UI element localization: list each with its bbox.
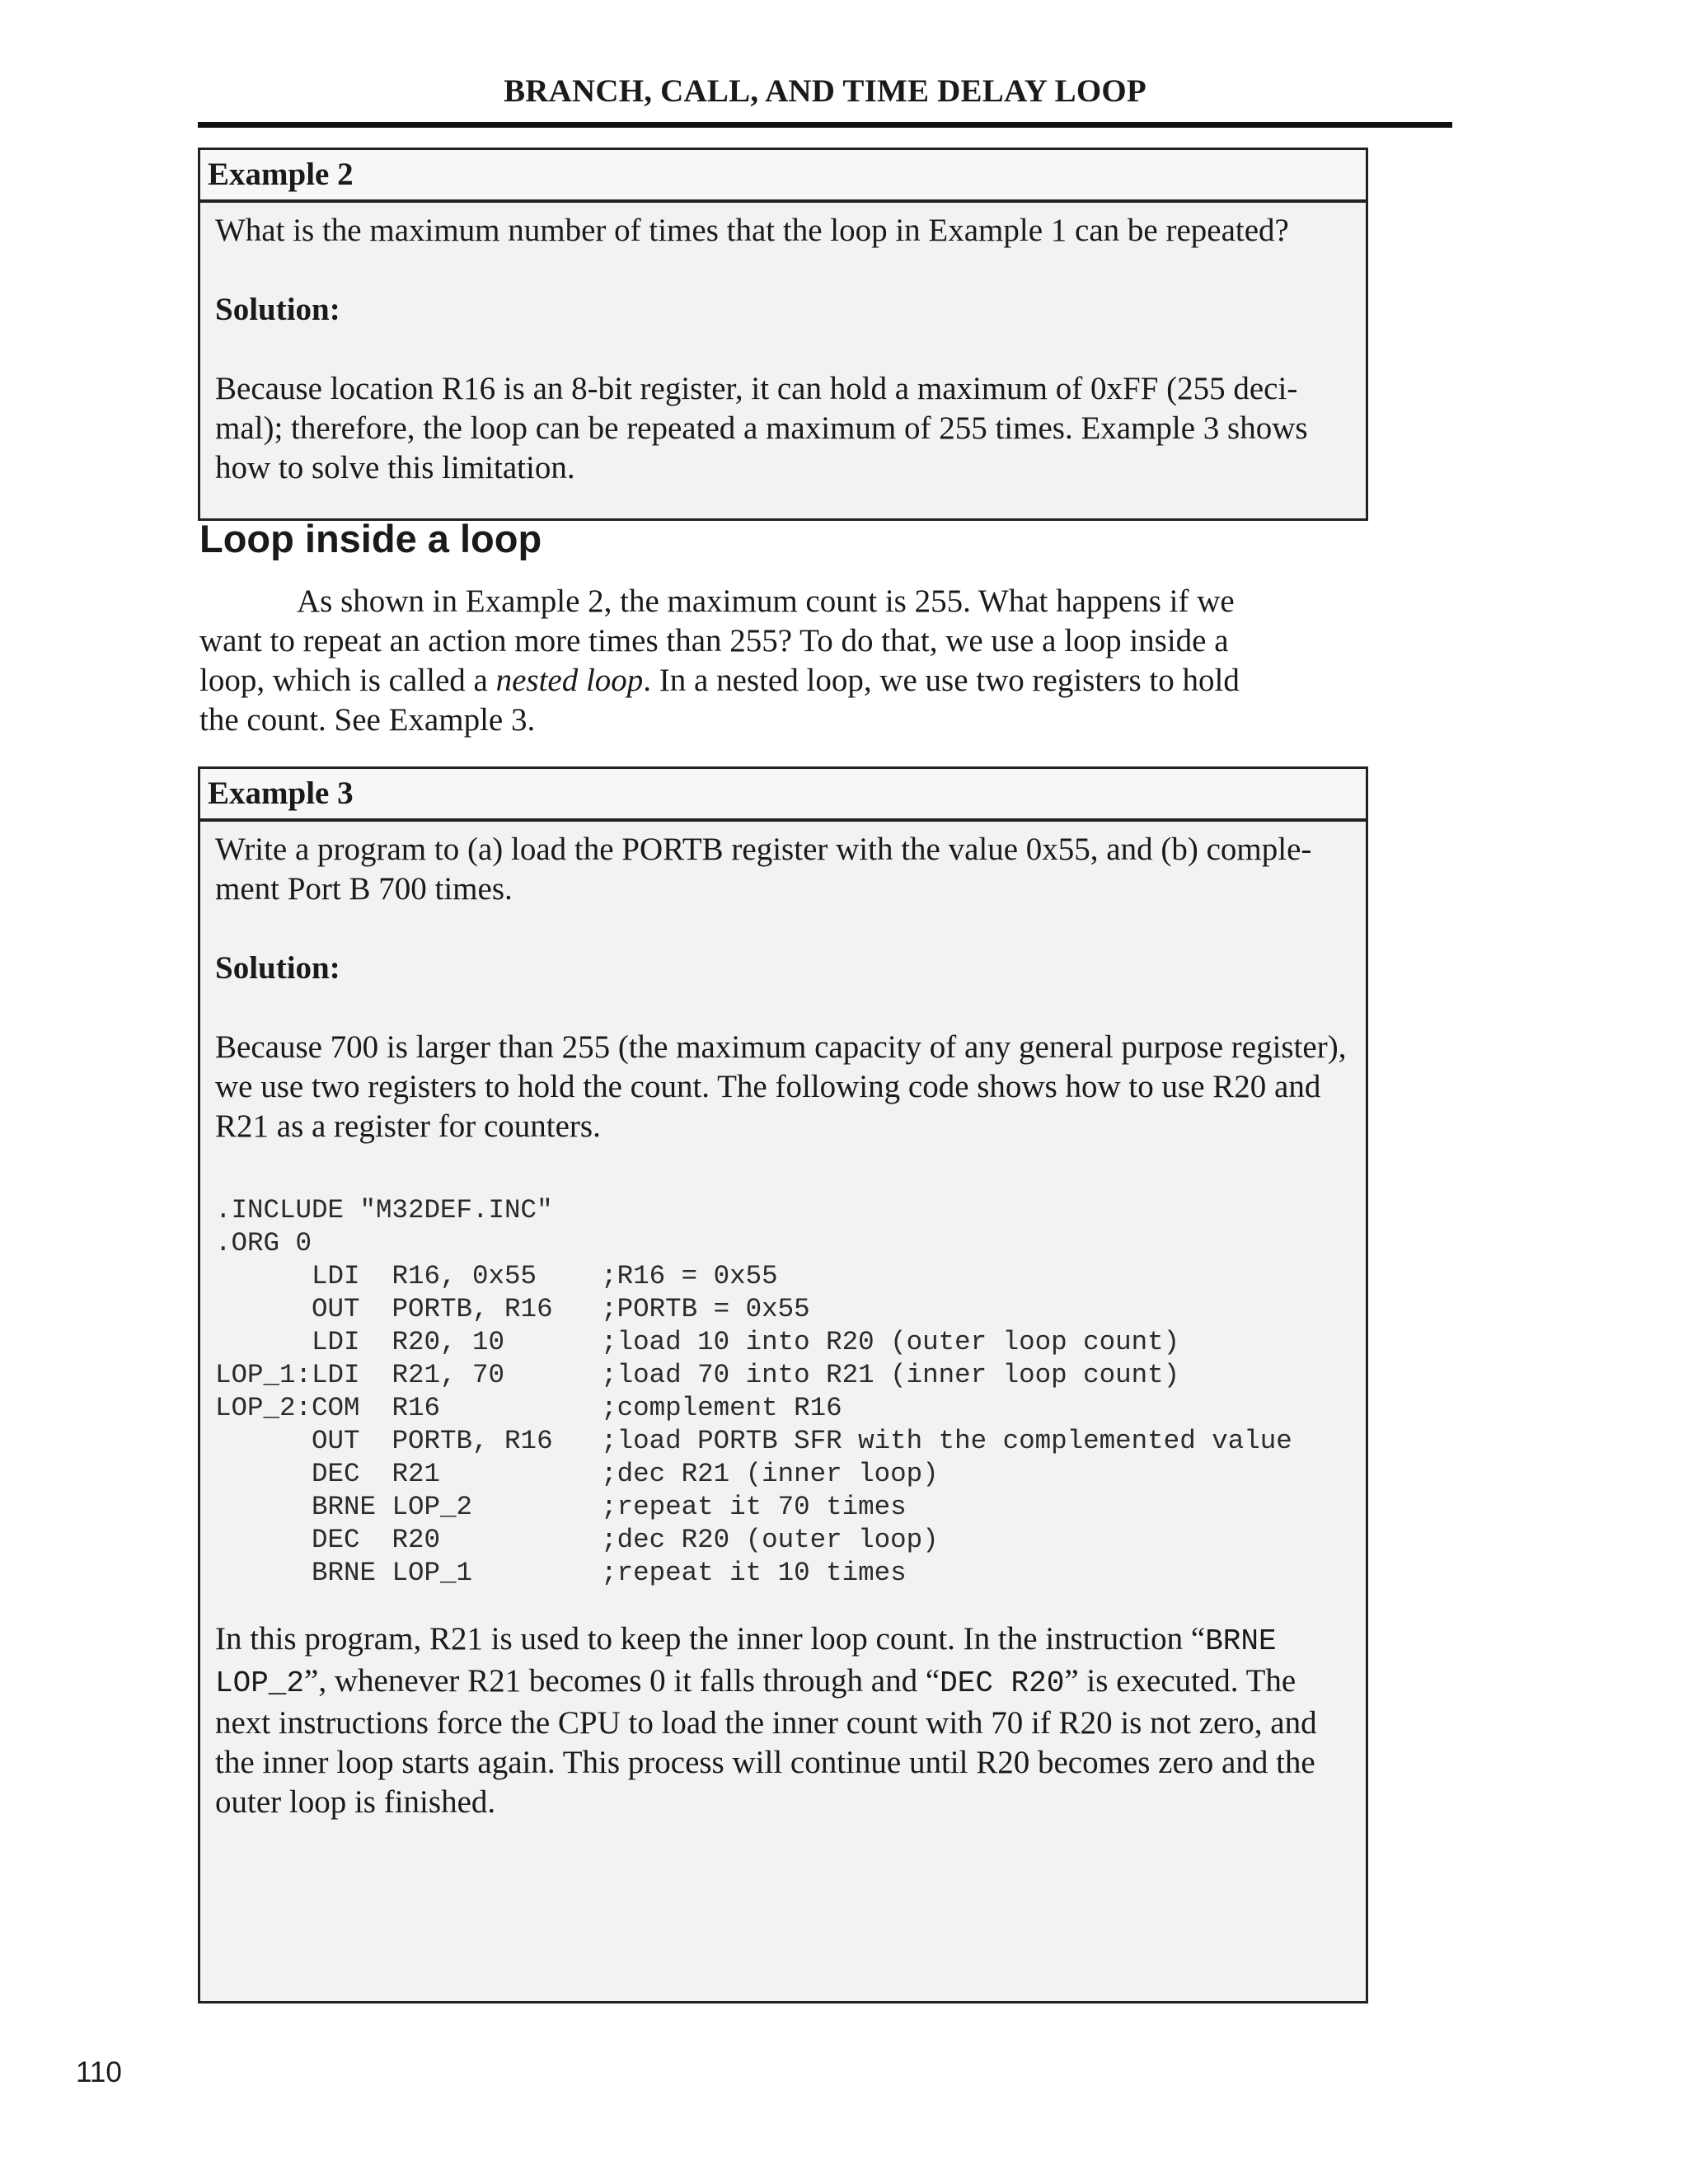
code-line: .INCLUDE "M32DEF.INC" [215,1195,553,1226]
paragraph-line: the count. See Example 3. [199,702,536,738]
code-line: DEC R21 ;dec R21 (inner loop) [215,1459,939,1489]
code-line: LDI R20, 10 ;load 10 into R20 (outer loop count) [215,1327,1180,1357]
example-2-answer-line-3: how to solve this limitation. [215,450,575,485]
example-3-explain-line-2: LOP_2”, whenever R21 becomes 0 it falls through and “DEC R20” is executed. The [215,1663,1296,1700]
example-2-title: Example 2 [200,150,1366,203]
example-3-question-line-1: Write a program to (a) load the PORTB register with the value 0x55, and (b) comple- [215,832,1312,867]
example-3-explain-line-3: next instructions force the CPU to load the inner count with 70 if R20 is not zero, and [215,1705,1317,1741]
code-line: BRNE LOP_2 ;repeat it 70 times [215,1492,907,1522]
code-line: LOP_1:LDI R21, 70 ;load 70 into R21 (inner loop count) [215,1360,1180,1390]
paragraph-line: want to repeat an action more times than 255? To do that, we use a loop inside a [199,623,1229,658]
example-2-box [198,148,1368,521]
example-3-body [200,822,1366,1822]
code-line: .ORG 0 [215,1228,312,1258]
code-line: OUT PORTB, R16 ;PORTB = 0x55 [215,1294,810,1324]
example-3-explain-line-4: the inner loop starts again. This process will continue until R20 becomes zero and the [215,1745,1315,1780]
code-line: OUT PORTB, R16 ;load PORTB SFR with the complemented value [215,1426,1292,1456]
code-line: BRNE LOP_1 ;repeat it 10 times [215,1558,907,1588]
example-3-question-line-2: ment Port B 700 times. [215,871,513,907]
code-line: LOP_2:COM R16 ;complement R16 [215,1393,842,1423]
header-rule [198,122,1452,128]
code-line: DEC R20 ;dec R20 (outer loop) [215,1525,939,1555]
paragraph-line: loop, which is called a nested loop. In a nested loop, we use two registers to hold [199,663,1240,698]
example-3-explain-line-5: outer loop is finished. [215,1784,496,1820]
example-2-solution-label: Solution: [215,292,340,327]
section-heading: Loop inside a loop [199,517,542,560]
example-2-answer-line-1: Because location R16 is an 8-bit register, it can hold a maximum of 0xFF (255 deci- [215,371,1298,406]
example-2-answer-line-2: mal); therefore, the loop can be repeated a maximum of 255 times. Example 3 shows [215,410,1308,446]
example-3-box [198,766,1368,2004]
page-number: 110 [76,2056,122,2088]
nested-loop-term: nested loop [495,663,644,698]
code-listing [215,1194,1351,1590]
example-2-body [200,203,1366,488]
example-3-solution-label: Solution: [215,950,340,986]
code-line: LDI R16, 0x55 ;R16 = 0x55 [215,1261,778,1291]
example-2-question: What is the maximum number of times that the loop in Example 1 can be repeated? [215,213,1289,248]
example-3-explain-line-1: In this program, R21 is used to keep the inner loop count. In the instruction “BRNE [215,1621,1277,1658]
example-3-title: Example 3 [200,769,1366,822]
example-3-answer-line-1: Because 700 is larger than 255 (the maximum capacity of any general purpose register), [215,1029,1347,1065]
section-paragraph [199,582,1304,740]
example-3-answer-line-2: we use two registers to hold the count. The following code shows how to use R20 and [215,1069,1321,1104]
paragraph-line: As shown in Example 2, the maximum count is 255. What happens if we [297,583,1235,619]
example-3-answer-line-3: R21 as a register for counters. [215,1108,601,1144]
running-head: BRANCH, CALL, AND TIME DELAY LOOP [504,73,1146,109]
